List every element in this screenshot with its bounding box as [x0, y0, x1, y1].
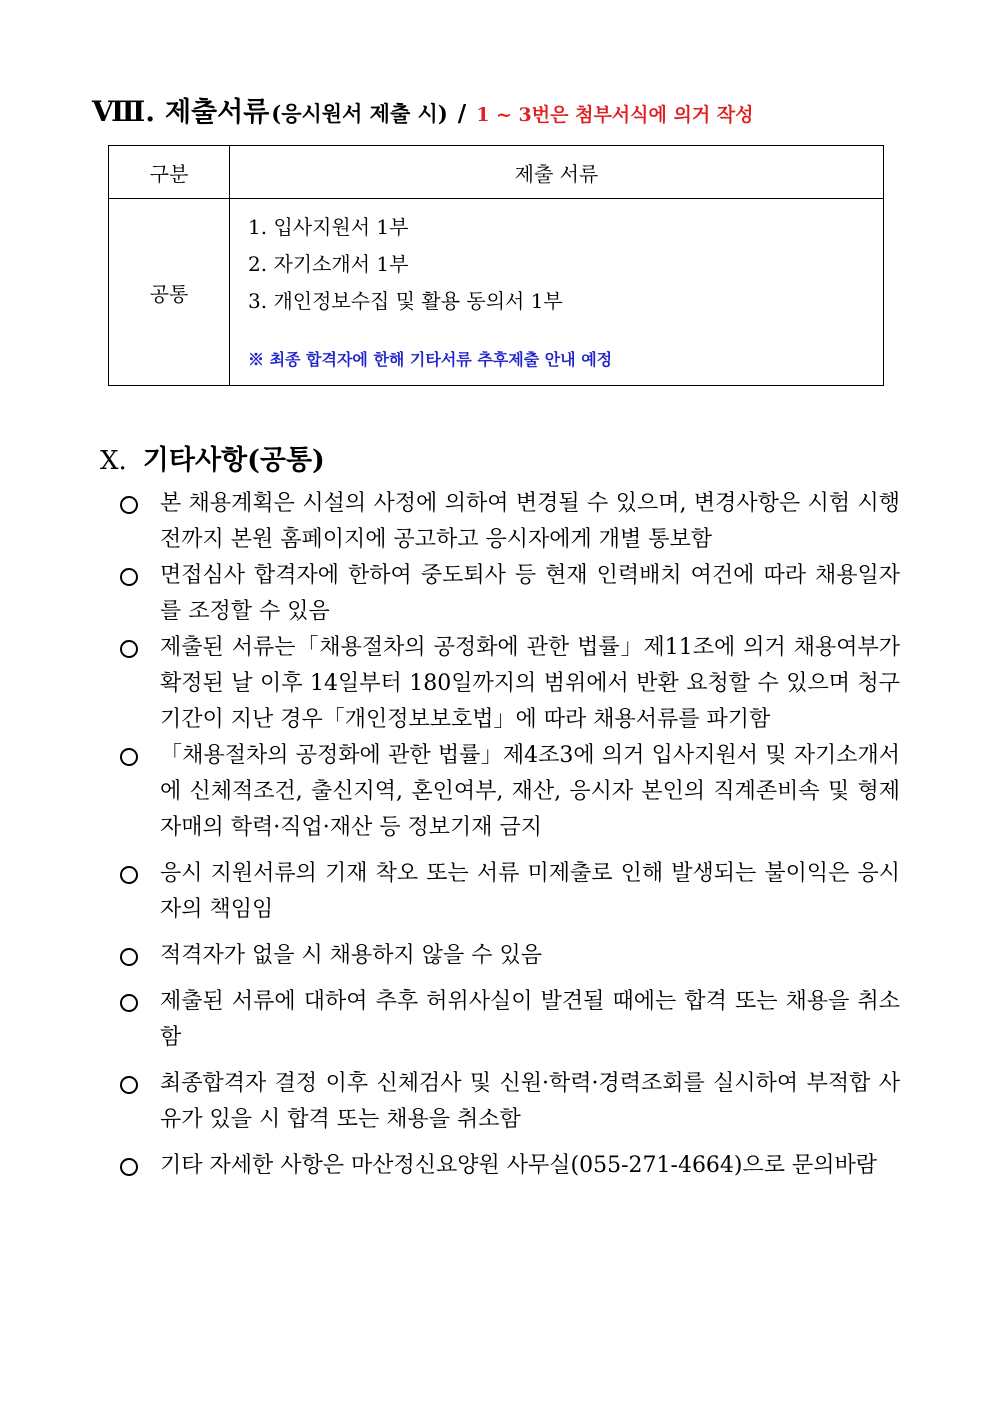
section-8-paren: (응시원서 제출 시)	[271, 101, 448, 126]
section-8-numeral: Ⅷ.	[92, 95, 155, 128]
list-item	[120, 1066, 900, 1138]
list-item-text: 본 채용계획은 시설의 사정에 의하여 변경될 수 있으며, 변경사항은 시험 시행 전까지 본원 홈페이지에 공고하고 응시자에게 개별 통보함	[160, 491, 900, 552]
section-8-slash: /	[457, 100, 467, 127]
list-item	[120, 486, 900, 558]
header-documents: 제출 서류	[230, 146, 884, 199]
notes-list	[120, 486, 900, 1184]
documents-table	[108, 145, 884, 386]
list-item-text: 적격자가 없을 시 채용하지 않을 수 있음	[160, 943, 542, 968]
list-item	[120, 738, 900, 846]
document-item: 1. 입사지원서 1부	[248, 215, 409, 239]
circle-bullet-icon	[120, 568, 138, 586]
list-item	[120, 558, 900, 630]
circle-bullet-icon	[120, 948, 138, 966]
section-10-numeral: Ⅹ.	[100, 446, 127, 476]
spacer	[120, 974, 900, 984]
header-category: 구분	[109, 146, 230, 199]
circle-bullet-icon	[120, 748, 138, 766]
circle-bullet-icon	[120, 866, 138, 884]
category-cell: 공통	[109, 199, 230, 386]
list-item-text: 응시 지원서류의 기재 착오 또는 서류 미제출로 인해 발생되는 불이익은 응시자의 책임임	[160, 861, 900, 922]
spacer	[120, 1056, 900, 1066]
section-8-heading	[92, 90, 912, 130]
list-item	[120, 630, 900, 738]
section-8-title: 제출서류	[164, 97, 270, 128]
circle-bullet-icon	[120, 496, 138, 514]
list-item	[120, 856, 900, 928]
section-10-heading	[100, 438, 325, 478]
document-item: 3. 개인정보수집 및 활용 동의서 1부	[248, 289, 563, 313]
list-item	[120, 1148, 900, 1184]
section-10-title: 기타사항(공통)	[142, 445, 325, 476]
circle-bullet-icon	[120, 1076, 138, 1094]
document-item: 2. 자기소개서 1부	[248, 252, 409, 276]
table-row	[109, 199, 884, 386]
documents-cell	[230, 199, 884, 386]
list-item	[120, 938, 900, 974]
list-item-text: 「채용절차의 공정화에 관한 법률」제4조3에 의거 입사지원서 및 자기소개서에 신체적조건, 출신지역, 혼인여부, 재산, 응시자 본인의 직계존비속 및 형제자매의 학력·직업·재산 등 정보기재 금지	[160, 743, 900, 840]
list-item-text: 제출된 서류는「채용절차의 공정화에 관한 법률」제11조에 의거 채용여부가 확정된 날 이후 14일부터 180일까지의 범위에서 반환 요청할 수 있으며 청구기간이 지난 경우「개인정보보호법」에 따라 채용서류를 파기함	[160, 635, 900, 732]
spacer	[120, 928, 900, 938]
section-8-note: 1 ~ 3번은 첨부서식에 의거 작성	[476, 104, 754, 126]
spacer	[120, 1138, 900, 1148]
circle-bullet-icon	[120, 640, 138, 658]
list-item-text: 제출된 서류에 대하여 추후 허위사실이 발견될 때에는 합격 또는 채용을 취소함	[160, 989, 900, 1050]
list-item-text: 기타 자세한 사항은 마산정신요양원 사무실(055-271-4664)으로 문의바람	[160, 1153, 878, 1178]
list-item-text: 면접심사 합격자에 한하여 중도퇴사 등 현재 인력배치 여건에 따라 채용일자를 조정할 수 있음	[160, 563, 900, 624]
spacer	[120, 846, 900, 856]
table-header-row	[109, 146, 884, 199]
list-item-text: 최종합격자 결정 이후 신체검사 및 신원·학력·경력조회를 실시하여 부적합 사유가 있을 시 합격 또는 채용을 취소함	[160, 1071, 900, 1132]
circle-bullet-icon	[120, 994, 138, 1012]
table-note: ※ 최종 합격자에 한해 기타서류 추후제출 안내 예정	[248, 350, 613, 369]
list-item	[120, 984, 900, 1056]
circle-bullet-icon	[120, 1158, 138, 1176]
